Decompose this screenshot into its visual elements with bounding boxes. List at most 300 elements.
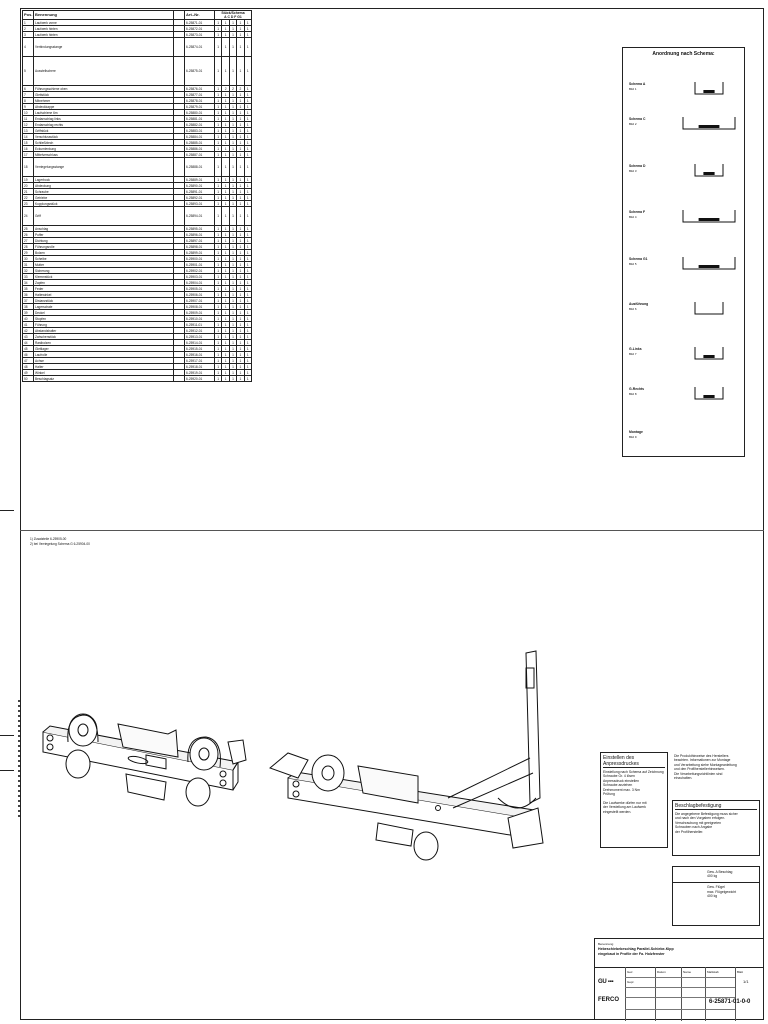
cell-schema-qty: 1 [244,280,251,286]
cell-pos: 20 [23,183,34,189]
cell-schema-qty: 1 [229,189,236,195]
cell-schema-qty: 1 [237,158,244,177]
arrangement-sublabel: Bild 5 [629,262,637,266]
cell-schema-qty: 1 [229,238,236,244]
cell-pos: 46 [23,352,34,358]
cell-name: Abstandshalter [34,328,174,334]
cell-name: Laufwerk hinten [34,32,174,38]
cell-schema-qty: 1 [215,376,222,382]
margin-scale [18,700,20,820]
cell-schema-qty: 1 [244,86,251,92]
cell-schema-qty: 1 [244,92,251,98]
arrangement-row [629,298,741,320]
weight-a-label: Gew. A Beschlag [707,870,733,874]
cell-schema-qty: 1 [229,274,236,280]
cell-schema-qty: 1 [237,226,244,232]
cell-schema-qty: 1 [244,292,251,298]
note-fixing [672,800,760,856]
cell-pos: 39 [23,310,34,316]
cell-schema-qty: 1 [222,98,229,104]
cell-name: Zapfen [34,280,174,286]
cell-schema-qty: 1 [229,370,236,376]
cell-schema-qty: 1 [222,207,229,226]
note-adjust-line: eingestellt werden. [603,809,632,814]
cell-schema-qty: 1 [237,183,244,189]
note-adjust-line: Schraube anziehen [603,783,633,788]
cell-schema-qty: 1 [215,268,222,274]
cell-pos: 28 [23,244,34,250]
cell-schema-qty: 1 [237,334,244,340]
cell-pos: 23 [23,201,34,207]
arrangement-row [629,426,741,448]
title-grid-hline [625,977,735,978]
cell-schema-qty: 1 [244,238,251,244]
cell-schema-qty: 1 [229,304,236,310]
cell-schema-qty: 1 [222,110,229,116]
cell-schema-qty: 1 [215,201,222,207]
cell-pos: 14 [23,134,34,140]
cell-schema-qty: 1 [244,128,251,134]
cell-name: Führungsschiene oben [34,86,174,92]
cell-schema-qty: 1 [229,177,236,183]
cell-schema-qty: 1 [215,146,222,152]
cell-name: Schließblech [34,140,174,146]
cell-art: 6-25878-01 [185,98,215,104]
cell-art: 6-25881-01 [185,116,215,122]
cell-pos: 38 [23,304,34,310]
cell-schema-qty: 1 [237,134,244,140]
cell-schema-qty: 1 [237,322,244,328]
cell-pos: 12 [23,122,34,128]
title-grid-line [705,967,706,1021]
cell-art: 6-25892-01 [185,195,215,201]
cell-name: Halter [34,364,174,370]
cell-schema-qty: 1 [215,232,222,238]
cell-schema-qty: 1 [237,232,244,238]
cell-pos: 7 [23,92,34,98]
cell-schema-qty: 1 [244,286,251,292]
title-block [594,938,764,1020]
cell-schema-qty: 1 [244,152,251,158]
cell-name: Griffstück [34,128,174,134]
cell-schema-qty: 1 [229,286,236,292]
cell-schema-qty: 1 [222,310,229,316]
cell-schema-qty: 1 [244,134,251,140]
cell-art: 6-25890-01 [185,183,215,189]
cell-schema-qty: 1 [244,364,251,370]
cell-schema-qty: 1 [215,304,222,310]
cell-schema-qty: 1 [244,232,251,238]
arrangement-schematic [679,383,739,403]
cell-schema-qty: 1 [222,304,229,310]
cell-pos: 35 [23,286,34,292]
arrangement-sublabel: Bild 1 [629,87,637,91]
arrangement-label: Schema D [629,164,646,168]
header-schema [215,11,252,20]
cell-name: Name [683,970,692,974]
cell-schema-qty: 1 [229,268,236,274]
cell-art: 6-25884-01 [185,134,215,140]
cell-schema-qty: 1 [215,226,222,232]
cell-art: 6-25920-01 [185,376,215,382]
cell-schema-qty: 1 [215,158,222,177]
title-desc-line-1: Hebeschiebebeschlag Parallel-Schiebe-Kipp [598,947,674,951]
title-grid [595,967,763,1022]
hardware-drawing-front-carriage [38,712,248,812]
cell-schema-qty: 1 [215,183,222,189]
cell-schema-qty: 1 [244,183,251,189]
cell-schema-qty: 1 [215,286,222,292]
cell-art: 6-25875-01 [185,57,215,86]
cell-schema-qty: 1 [229,316,236,322]
cell-checked: Gepr. [627,980,635,984]
cell-schema-qty: 1 [215,298,222,304]
cell-schema-qty: 1 [229,146,236,152]
footnote-2: 2) bei Verriegelung Schema G 6-25904-00 [30,542,90,546]
cell-name: Verriegelungsstange [34,158,174,177]
cell-pos: 16 [23,146,34,152]
cell-schema-qty: 1 [222,158,229,177]
cell-schema-qty: 1 [215,195,222,201]
cell-name: Mutter [34,262,174,268]
cell-schema-qty: 1 [244,376,251,382]
arrangement-label: G-Links [629,347,642,351]
cell-schema-qty: 1 [215,110,222,116]
cell-schema-qty: 1 [222,38,229,57]
cell-schema-qty: 1 [244,358,251,364]
cell-pos: 42 [23,328,34,334]
cell-schema-qty: 1 [229,110,236,116]
cell-schema-qty: 1 [222,274,229,280]
cell-name: Zwischenstück [34,334,174,340]
title-grid-hline [625,997,735,998]
cell-art: 6-25898-01 [185,244,215,250]
parts-list-table [22,10,252,382]
cell-name: Laufrolle [34,352,174,358]
cell-schema-qty: 1 [237,189,244,195]
cell-schema-qty: 1 [244,244,251,250]
cell-pos: 44 [23,340,34,346]
cell-schema-qty: 1 [244,250,251,256]
cell-pos: 17 [23,152,34,158]
cell-schema-qty: 1 [222,92,229,98]
cell-schema-qty: 1 [237,195,244,201]
cell-art: 6-25901-01 [185,262,215,268]
cell-schema-qty: 1 [237,238,244,244]
cell-schema-qty: 1 [237,316,244,322]
note-fixing-line: der Profilhersteller. [675,829,704,834]
cell-art: 6-25900-01 [185,256,215,262]
cell-schema-qty: 1 [237,352,244,358]
cell-schema-qty: 1 [229,310,236,316]
arrangement-row [629,383,741,405]
cell-art: 6-25879-01 [185,104,215,110]
title-grid-hline [625,987,735,988]
cell-schema-qty: 1 [237,116,244,122]
cell-name: Beschlagsatz [34,376,174,382]
cell-art: 6-25917-01 [185,358,215,364]
cell-name: Puffer [34,232,174,238]
cell-name: Feder [34,286,174,292]
cell-schema-qty: 1 [222,286,229,292]
cell-schema-qty: 1 [222,334,229,340]
cell-art: 6-25885-01 [185,140,215,146]
cell-art: 6-25871-01 [185,20,215,26]
table-header-row [23,11,252,20]
header-schema-col: A [224,15,227,19]
cell-schema-qty: 1 [237,57,244,86]
cell-schema-qty: 1 [237,364,244,370]
cell-schema-qty: 1 [244,38,251,57]
cell-schema-qty: 1 [229,140,236,146]
cell-schema-qty: 1 [215,104,222,110]
cell-schema-qty: 1 [229,183,236,189]
cell-schema-qty: 1 [222,104,229,110]
note-product-info [672,752,760,796]
cell-schema-qty: 1 [237,110,244,116]
cell-pos: 6 [23,86,34,92]
cell-pos: 24 [23,207,34,226]
cell-name: Ausstellschere [34,57,174,86]
cell-schema-qty: 1 [244,207,251,226]
arrangement-label: Schema G1 [629,257,648,261]
cell-schema-qty: 1 [215,238,222,244]
cell-schema-qty: 1 [244,274,251,280]
cell-pos: 32 [23,268,34,274]
cell-name: Laufschiene 6m [34,110,174,116]
cell-schema-qty: 1 [215,128,222,134]
arrangement-row [629,253,741,275]
cell-schema-qty: 1 [244,146,251,152]
arrangement-label: Schema C [629,117,646,121]
cell-pos: 36 [23,292,34,298]
cell-schema-qty: 1 [215,352,222,358]
cell-schema-qty: 1 [215,38,222,57]
cell-schema-qty: 1 [237,328,244,334]
note-product-line: und Verarbeitung siehe Montageanleitung [674,762,737,767]
cell-pos: 19 [23,177,34,183]
cell-schema-qty: 1 [229,334,236,340]
cell-schema-qty: 1 [237,358,244,364]
cell-schema-qty: 1 [215,177,222,183]
cell-name: Scheibe [34,256,174,262]
cell-pos: 27 [23,238,34,244]
title-desc-line-2: eingebaut in Profile der Fa. Holzfenster [598,952,665,956]
arrangement-sublabel: Bild 4 [629,215,637,219]
cell-pos: 21 [23,189,34,195]
cell-qty [174,57,185,86]
cell-pos: 37 [23,298,34,304]
note-adjust-pressure-title: Einstellen des Anpressdruckes [603,755,665,768]
cell-schema-qty: 1 [215,310,222,316]
cell-schema-qty: 1 [244,122,251,128]
cell-pos: 22 [23,195,34,201]
cell-schema-qty: 1 [222,189,229,195]
arrangement-row [629,160,741,182]
cell-schema-qty: 1 [222,226,229,232]
cell-name: Verschlussstück [34,134,174,140]
table-row [23,207,252,226]
cell-schema-qty: 2 [229,86,236,92]
cell-art: 6-25888-01 [185,158,215,177]
title-grid-line [655,967,656,1021]
margin-mark-bottom [0,770,14,771]
note-product-line: beachten. Informationen zur Montage [674,758,731,763]
cell-schema-qty: 1 [229,292,236,298]
cell-pos: 10 [23,110,34,116]
arrangement-sublabel: Bild 3 [629,169,637,173]
note-product-line: Die Verarbeitungsrichtlinien sind [674,771,723,776]
cell-name: Gleitlager [34,346,174,352]
cell-schema-qty: 1 [215,292,222,298]
arrangement-sublabel: Bild 8 [629,392,637,396]
cell-schema-qty: 1 [222,128,229,134]
cell-art: 6-25912-01 [185,328,215,334]
cell-schema-qty: 1 [237,292,244,298]
cell-pos: 5 [23,57,34,86]
cell-schema-qty: 1 [222,364,229,370]
cell-pos: 31 [23,262,34,268]
margin-mark-top [0,510,14,511]
cell-schema-qty: 1 [222,122,229,128]
cell-schema-qty: 1 [244,370,251,376]
cell-schema-qty: 1 [222,116,229,122]
cell-schema-qty: 1 [244,268,251,274]
cell-schema-qty: 1 [215,316,222,322]
cell-pos: 49 [23,370,34,376]
cell-schema-qty: 1 [222,20,229,26]
cell-schema-qty: 1 [237,177,244,183]
cell-schema-qty: 1 [229,280,236,286]
cell-art: 6-25891-01 [185,189,215,195]
cell-art: 6-25907-01 [185,298,215,304]
cell-schema-qty: 1 [229,195,236,201]
cell-art: 6-25916-01 [185,352,215,358]
cell-schema-qty: 1 [244,98,251,104]
arrangement-sublabel: Bild 7 [629,352,637,356]
header-schema-col: C [227,15,230,19]
cell-schema-qty: 1 [244,298,251,304]
arrangement-row [629,113,741,135]
cell-schema-qty: 1 [222,268,229,274]
cell-art: 6-25905-01 [185,286,215,292]
cell-schema-qty: 1 [229,158,236,177]
cell-schema-qty: 1 [229,201,236,207]
header-name: Benennung [34,11,174,20]
cell-pos: 41 [23,322,34,328]
cell-qty [174,376,185,382]
cell-schema-qty: 1 [215,134,222,140]
cell-schema-qty: 1 [244,256,251,262]
table-row [23,158,252,177]
cell-schema-qty: 1 [215,92,222,98]
cell-schema-qty: 1 [215,250,222,256]
cell-pos: 9 [23,104,34,110]
cell-schema-qty: 1 [222,32,229,38]
arrangement-title: Anordnung nach Schema: [652,51,715,57]
cell-name: Haltewinkel [34,292,174,298]
cell-schema-qty: 1 [237,98,244,104]
cell-schema-qty: 1 [215,256,222,262]
arrangement-label: Schema F [629,210,646,214]
cell-schema-qty: 1 [222,376,229,382]
cell-schema-qty: 1 [215,370,222,376]
header-schema-col: G1 [237,15,242,19]
cell-name: Kupplungsstück [34,201,174,207]
table-row [23,376,252,382]
cell-schema-qty: 1 [229,152,236,158]
cell-schema-qty: 1 [229,376,236,382]
table-row [23,38,252,57]
cell-schema-qty: 1 [244,26,251,32]
cell-name: Sicherung [34,268,174,274]
cell-name: Lagerbock [34,177,174,183]
cell-schema-qty: 1 [237,274,244,280]
cell-pos: 34 [23,280,34,286]
cell-schema-qty: 1 [229,104,236,110]
cell-schema-qty: 1 [215,140,222,146]
cell-name: Klemmstück [34,274,174,280]
cell-schema-qty: 1 [237,304,244,310]
cell-art: 6-25910-01 [185,316,215,322]
arrangement-schematic [679,253,739,273]
cell-schema-qty: 1 [229,298,236,304]
cell-schema-qty: 1 [244,316,251,322]
arrangement-sublabel: Bild 9 [629,435,637,439]
cell-schema-qty: 1 [237,346,244,352]
cell-schema-qty: 1 [237,280,244,286]
note-fixing-title: Beschlagbefestigung [675,803,757,810]
cell-schema-qty: 1 [237,256,244,262]
arrangement-schematic [679,78,739,98]
arrangement-row [629,206,741,228]
cell-pos: 47 [23,358,34,364]
cell-schema-qty: 1 [215,262,222,268]
note-adjust-line: Schraube Gr. 4 lösen [603,774,635,779]
note-adjust-line: der Verstellung am Laufwerk [603,805,646,810]
cell-schema-qty: 1 [237,140,244,146]
title-desc-label: Benennung [598,942,614,946]
cell-schema-qty: 1 [237,146,244,152]
weight-b-label: Gew. Flügel [673,882,759,889]
cell-name: Laufwerk hinten [34,26,174,32]
weight-b-value: 400 kg [707,893,718,898]
cell-schema-qty: 1 [229,226,236,232]
title-grid-line [625,967,626,1021]
cell-schema-qty: 1 [222,238,229,244]
cell-schema-qty: 1 [237,286,244,292]
cell-schema-qty: 1 [229,20,236,26]
cell-name: Schraube [34,189,174,195]
cell-art: 6-25915-01 [185,346,215,352]
cell-schema-qty: 1 [215,334,222,340]
cell-art: 6-25874-01 [185,38,215,57]
cell-schema-qty: 1 [244,158,251,177]
cell-pos: 8 [23,98,34,104]
arrangement-label: G-Rechts [629,387,645,391]
cell-schema-qty: 1 [229,346,236,352]
cell-schema-qty: 1 [244,189,251,195]
header-schema-col: F [234,15,237,19]
cell-schema-qty: 2 [222,86,229,92]
cell-name: Führungsrolle [34,244,174,250]
cell-schema-qty: 1 [229,134,236,140]
cell-art: 6-25911-01 [185,322,215,328]
cell-schema-qty: 1 [229,128,236,134]
cell-art: 6-25899-01 [185,250,215,256]
cell-schema-qty: 1 [229,98,236,104]
cell-schema-qty: 1 [215,116,222,122]
